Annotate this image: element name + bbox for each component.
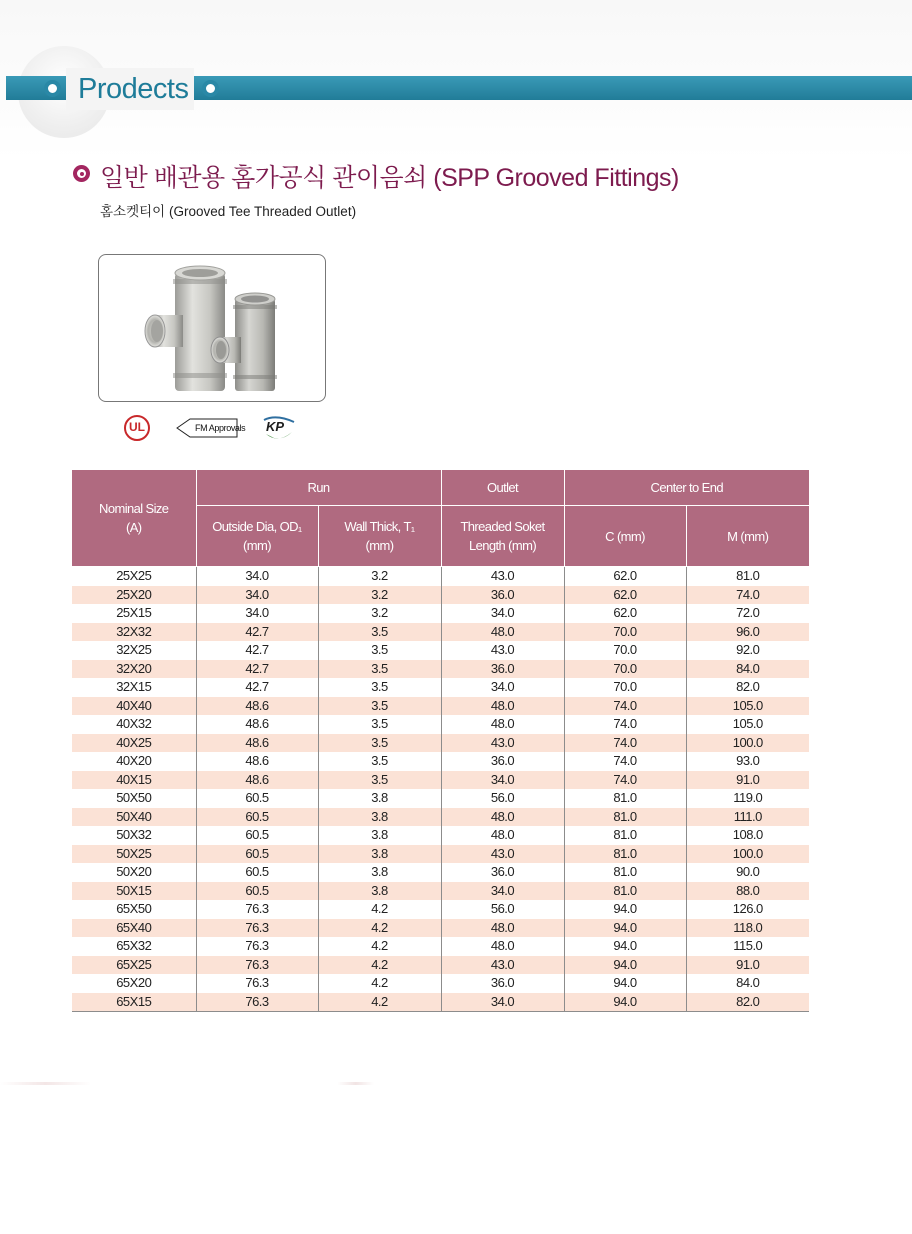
spec-table-body [72,567,809,1012]
table-row [72,697,809,716]
center-to-end-group-header: Center to End [564,470,809,506]
nominal-size-cell: 32X20 [72,660,196,679]
wall-thick-cell: 3.5 [318,641,441,660]
nominal-size-cell: 65X20 [72,974,196,993]
c-cell: 62.0 [564,604,686,623]
product-subtitle: 홈소켓티이 (Grooved Tee Threaded Outlet) [100,204,357,219]
wall-thick-cell: 3.2 [318,604,441,623]
nominal-size-cell: 65X40 [72,919,196,938]
wall-thick-label: Wall Thick, T₁ [344,519,415,534]
m-cell: 115.0 [733,938,763,954]
c-cell: 81.0 [564,789,686,808]
m-cell: 91.0 [686,771,809,790]
threaded-socket-header [441,506,564,567]
wall-thick-cell: 3.8 [318,826,441,845]
threaded-socket-cell: 36.0 [441,863,564,882]
outside-dia-cell: 76.3 [196,956,318,975]
run-group-header: Run [196,470,441,506]
table-row [72,623,809,642]
m-cell: 91.0 [686,956,809,975]
m-cell: 111.0 [686,808,809,827]
spec-table [72,470,809,1012]
table-row [72,974,809,993]
table-row [72,715,809,734]
table-row [72,771,809,790]
outside-dia-cell: 48.6 [196,697,318,716]
c-cell: 70.0 [564,678,686,697]
wall-thick-cell: 3.2 [318,586,441,605]
table-row [72,567,809,586]
m-cell: 82.0 [686,993,809,1012]
wall-thick-cell: 4.2 [318,974,441,993]
m-cell: 84.0 [736,975,760,991]
table-row [72,956,809,975]
table-row [72,734,809,753]
nominal-size-cell: 50X50 [72,789,196,808]
threaded-socket-cell: 36.0 [441,974,564,993]
nominal-size-cell: 65X32 [72,937,196,956]
outside-dia-cell: 42.7 [196,660,318,679]
wall-thick-header [318,506,441,567]
threaded-socket-cell: 48.0 [441,697,564,716]
nominal-size-cell: 40X15 [72,771,196,790]
nominal-size-cell: 50X15 [72,882,196,901]
wall-thick-cell: 3.5 [318,623,441,642]
c-cell: 74.0 [564,752,686,771]
threaded-socket-cell: 48.0 [441,623,564,642]
m-cell: 81.0 [736,568,760,584]
nominal-size-cell: 40X40 [72,697,196,716]
m-cell: 84.0 [686,660,809,679]
table-row [72,586,809,605]
threaded-socket-cell: 34.0 [441,771,564,790]
table-row [72,919,809,938]
outside-dia-cell: 76.3 [196,937,318,956]
c-cell: 62.0 [564,586,686,605]
wall-thick-cell: 3.5 [318,771,441,790]
nominal-size-cell: 40X20 [72,752,196,771]
fm-approvals-text: FM Approvals [195,423,246,433]
threaded-socket-cell: 43.0 [441,956,564,975]
threaded-socket-cell: 56.0 [441,900,564,919]
wall-thick-cell: 4.2 [318,956,441,975]
nominal-size-cell: 65X25 [72,956,196,975]
outside-dia-cell: 60.5 [196,826,318,845]
c-cell: 94.0 [564,900,686,919]
nominal-size-cell: 50X40 [72,808,196,827]
threaded-socket-label: Threaded Soket [460,519,545,534]
wall-thick-cell: 3.8 [318,789,441,808]
outside-dia-cell: 48.6 [196,715,318,734]
m-cell: 105.0 [686,697,809,716]
c-cell: 81.0 [564,808,686,827]
nominal-size-header [72,470,196,567]
threaded-socket-cell: 48.0 [441,919,564,938]
c-cell: 94.0 [564,993,686,1012]
wall-thick-cell: 3.8 [318,882,441,901]
outside-dia-cell: 60.5 [196,789,318,808]
table-row [72,863,809,882]
nominal-size-cell: 32X15 [72,678,196,697]
c-cell: 94.0 [564,974,686,993]
m-cell: 72.0 [736,605,760,621]
table-row [72,900,809,919]
wall-thick-cell: 3.5 [318,678,441,697]
table-row [72,641,809,660]
m-cell: 105.0 [732,716,763,732]
c-cell: 81.0 [564,826,686,845]
table-row [72,678,809,697]
section-title-en: (SPP Grooved Fittings) [433,164,679,192]
c-cell: 94.0 [564,937,686,956]
m-cell: 88.0 [686,882,809,901]
m-cell: 74.0 [686,586,809,605]
outside-dia-unit: (mm) [243,538,271,553]
outside-dia-cell: 60.5 [196,808,318,827]
c-cell: 94.0 [564,956,686,975]
table-row [72,604,809,623]
table-row [72,752,809,771]
nominal-size-cell: 25X15 [72,604,196,623]
nominal-size-cell: 25X25 [72,567,196,586]
ul-certification-logo: UL [124,415,150,441]
c-cell: 74.0 [564,697,686,716]
m-cell: 90.0 [736,864,760,880]
c-cell: 74.0 [564,715,686,734]
table-row [72,882,809,901]
table-row [72,937,809,956]
nominal-size-cell: 65X15 [72,993,196,1012]
m-cell: 92.0 [736,642,760,658]
m-cell: 119.0 [733,790,763,806]
threaded-socket-cell: 48.0 [441,937,564,956]
m-cell: 100.0 [686,845,809,864]
threaded-socket-unit: Length (mm) [468,538,537,553]
m-header: M (mm) [686,506,809,567]
table-row [72,993,809,1012]
outside-dia-cell: 60.5 [196,882,318,901]
wall-thick-cell: 3.5 [318,715,441,734]
m-cell: 108.0 [732,827,763,843]
nominal-size-cell: 50X32 [72,826,196,845]
m-cell: 100.0 [686,734,809,753]
nominal-size-cell: 65X50 [72,900,196,919]
wall-thick-cell: 3.8 [318,863,441,882]
nominal-size-cell: 40X25 [72,734,196,753]
outside-dia-cell: 34.0 [196,567,318,586]
table-row [72,845,809,864]
outlet-group-header: Outlet [441,470,564,506]
table-row [72,789,809,808]
threaded-socket-cell: 34.0 [441,604,564,623]
c-cell: 62.0 [564,567,686,586]
header-bullet-icon [202,80,219,97]
wall-thick-cell: 4.2 [318,900,441,919]
threaded-socket-cell: 36.0 [441,586,564,605]
kp-certification-text: KP [266,419,285,434]
nominal-size-cell: 50X20 [72,863,196,882]
threaded-socket-cell: 56.0 [441,789,564,808]
outside-dia-cell: 42.7 [196,623,318,642]
threaded-socket-cell: 43.0 [441,734,564,753]
threaded-socket-cell: 43.0 [441,845,564,864]
wall-thick-cell: 4.2 [318,919,441,938]
table-row [72,808,809,827]
section-bullet-icon [73,165,90,182]
header-title: Prodects [78,73,189,105]
outside-dia-cell: 42.7 [196,641,318,660]
threaded-socket-cell: 48.0 [441,826,564,845]
threaded-socket-cell: 34.0 [441,993,564,1012]
table-row [72,660,809,679]
outside-dia-cell: 60.5 [196,863,318,882]
threaded-socket-cell: 34.0 [441,882,564,901]
wall-thick-cell: 3.5 [318,752,441,771]
outside-dia-cell: 34.0 [196,604,318,623]
wall-thick-cell: 3.2 [318,567,441,586]
threaded-socket-cell: 48.0 [441,808,564,827]
c-cell: 74.0 [564,734,686,753]
product-photo [98,254,326,402]
threaded-socket-cell: 36.0 [441,752,564,771]
m-cell: 93.0 [736,753,760,769]
c-cell: 81.0 [564,882,686,901]
threaded-socket-cell: 48.0 [441,715,564,734]
table-row [72,826,809,845]
wall-thick-unit: (mm) [365,538,394,553]
threaded-socket-cell: 36.0 [441,660,564,679]
wall-thick-cell: 3.5 [318,660,441,679]
outside-dia-cell: 76.3 [196,993,318,1012]
nominal-size-cell: 50X25 [72,845,196,864]
grooved-tee-image [99,255,325,401]
outside-dia-cell: 48.6 [196,752,318,771]
c-cell: 94.0 [564,919,686,938]
m-cell: 126.0 [732,901,763,917]
nominal-size-cell: 32X25 [72,641,196,660]
threaded-socket-cell: 34.0 [441,678,564,697]
m-cell: 118.0 [686,919,809,938]
c-cell: 74.0 [564,771,686,790]
nominal-size-unit: (A) [125,520,142,535]
header-bullet-icon [44,80,61,97]
outside-dia-cell: 76.3 [196,919,318,938]
c-cell: 70.0 [564,641,686,660]
table-header-row [72,470,809,506]
outside-dia-cell: 76.3 [196,974,318,993]
outside-dia-cell: 42.7 [196,678,318,697]
outside-dia-cell: 34.0 [196,586,318,605]
section-title-ko: 일반 배관용 홈가공식 관이음쇠 [100,164,427,192]
wall-thick-cell: 3.5 [318,697,441,716]
c-cell: 70.0 [564,660,686,679]
m-cell: 82.0 [736,679,760,695]
bottom-divider [0,1082,912,1085]
wall-thick-cell: 3.8 [318,845,441,864]
m-cell: 96.0 [686,623,809,642]
wall-thick-cell: 4.2 [318,993,441,1012]
c-cell: 70.0 [564,623,686,642]
nominal-size-cell: 32X32 [72,623,196,642]
nominal-size-label: Nominal Size [99,501,169,516]
c-cell: 81.0 [564,845,686,864]
nominal-size-cell: 40X32 [72,715,196,734]
outside-dia-cell: 48.6 [196,734,318,753]
outside-dia-cell: 60.5 [196,845,318,864]
wall-thick-cell: 4.2 [318,937,441,956]
threaded-socket-cell: 43.0 [441,641,564,660]
c-header: C (mm) [564,506,686,567]
wall-thick-cell: 3.8 [318,808,441,827]
section-title [100,158,679,194]
wall-thick-cell: 3.5 [318,734,441,753]
outside-dia-cell: 76.3 [196,900,318,919]
c-cell: 81.0 [564,863,686,882]
outside-dia-cell: 48.6 [196,771,318,790]
nominal-size-cell: 25X20 [72,586,196,605]
threaded-socket-cell: 43.0 [441,567,564,586]
outside-dia-label: Outside Dia, OD₁ [212,519,302,534]
outside-dia-header [196,506,318,567]
